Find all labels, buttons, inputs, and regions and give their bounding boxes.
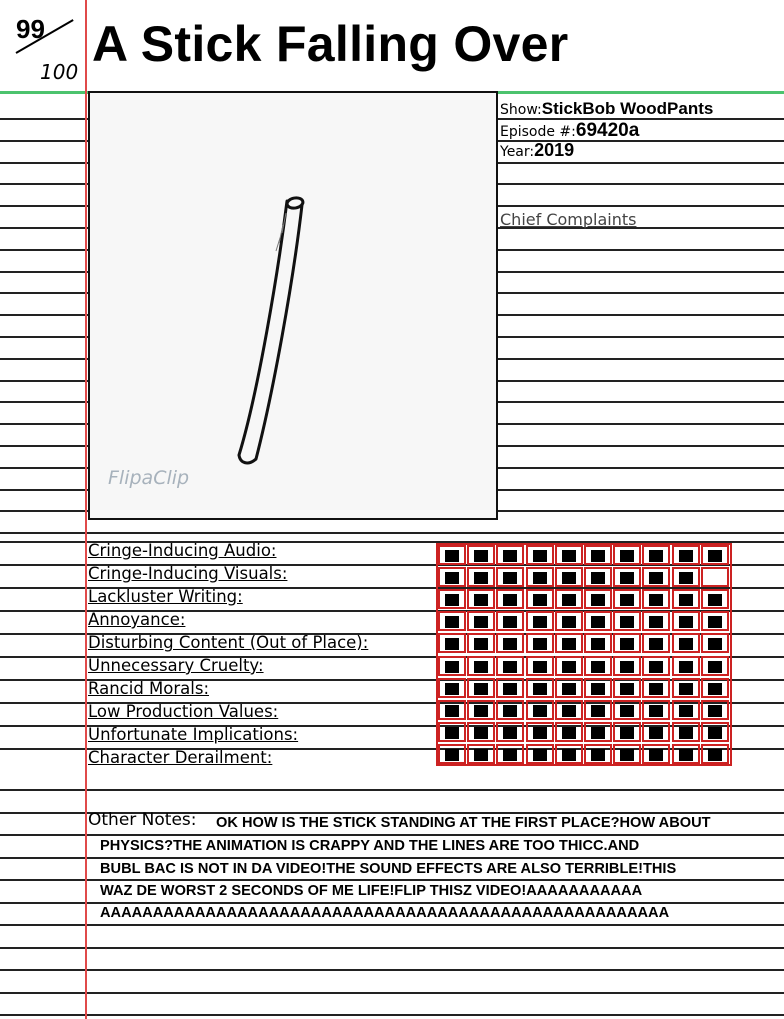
rating-cell	[467, 633, 495, 653]
rating-fill	[649, 749, 663, 761]
rating-fill	[649, 616, 663, 628]
ruled-line	[0, 532, 784, 534]
rating-cell	[672, 744, 700, 764]
rating-cell	[701, 700, 729, 720]
rating-fill	[533, 572, 547, 584]
rating-fill	[620, 550, 634, 562]
rating-fill	[620, 727, 634, 739]
rating-cell	[467, 567, 495, 587]
score	[6, 8, 86, 88]
rating-cell	[584, 567, 612, 587]
rating-fill	[708, 683, 722, 695]
notes-label: Other Notes:	[88, 810, 197, 830]
rating-fill	[503, 727, 517, 739]
chief-complaints-heading: Chief Complaints	[500, 210, 637, 229]
episode-label: Episode #:	[500, 124, 576, 140]
rating-fill	[533, 594, 547, 606]
rating-cell	[672, 722, 700, 742]
rating-cell	[555, 656, 583, 676]
rating-cell	[555, 545, 583, 565]
rating-cell	[555, 722, 583, 742]
rating-fill	[591, 727, 605, 739]
rating-fill	[649, 683, 663, 695]
rating-fill	[679, 572, 693, 584]
rating-cell	[467, 611, 495, 631]
rating-cell	[584, 722, 612, 742]
rating-cell	[642, 589, 670, 609]
rating-cell	[642, 611, 670, 631]
ruled-line	[0, 924, 784, 926]
rating-fill	[591, 616, 605, 628]
rating-cell	[496, 545, 524, 565]
rating-cell	[584, 700, 612, 720]
rating-fill	[620, 616, 634, 628]
rating-fill	[503, 550, 517, 562]
rating-cell	[642, 678, 670, 698]
rating-fill	[474, 572, 488, 584]
rating-cell	[526, 633, 554, 653]
rating-cell	[496, 589, 524, 609]
margin-line	[85, 0, 87, 1019]
rating-cell	[467, 744, 495, 764]
episode-value: 69420a	[575, 120, 640, 141]
rating-fill	[708, 638, 722, 650]
rating-fill	[591, 550, 605, 562]
rating-cell	[672, 678, 700, 698]
rating-cell	[438, 656, 466, 676]
ruled-line	[0, 1014, 784, 1016]
rating-cell	[613, 722, 641, 742]
rating-cell	[642, 656, 670, 676]
rating-cell	[642, 744, 670, 764]
rating-fill	[562, 705, 576, 717]
rating-cell	[526, 678, 554, 698]
stick-drawing	[90, 93, 496, 518]
rating-cell	[672, 700, 700, 720]
rating-fill	[503, 683, 517, 695]
rating-fill	[503, 749, 517, 761]
category-label: Rancid Morals:	[88, 679, 210, 698]
rating-fill	[562, 727, 576, 739]
ruled-line	[0, 789, 784, 791]
rating-fill	[562, 572, 576, 584]
rating-grid	[436, 543, 732, 766]
rating-cell	[555, 744, 583, 764]
rating-fill	[708, 749, 722, 761]
rating-fill	[708, 594, 722, 606]
rating-fill	[533, 749, 547, 761]
rating-cell	[467, 700, 495, 720]
rating-fill	[649, 572, 663, 584]
rating-cell	[526, 656, 554, 676]
rating-fill	[620, 705, 634, 717]
rating-cell	[438, 611, 466, 631]
rating-cell	[526, 722, 554, 742]
rating-fill	[474, 616, 488, 628]
rating-cell	[584, 589, 612, 609]
rating-fill	[679, 661, 693, 673]
rating-cell	[438, 744, 466, 764]
rating-fill	[620, 661, 634, 673]
rating-fill	[445, 705, 459, 717]
rating-fill	[474, 638, 488, 650]
rating-fill	[591, 572, 605, 584]
rating-cell	[467, 545, 495, 565]
rating-cell	[467, 678, 495, 698]
rating-cell	[613, 678, 641, 698]
rating-fill	[533, 683, 547, 695]
rating-fill	[533, 727, 547, 739]
rating-cell	[642, 567, 670, 587]
rating-fill	[591, 594, 605, 606]
rating-fill	[474, 661, 488, 673]
rating-cell	[496, 633, 524, 653]
rating-cell	[555, 700, 583, 720]
category-label: Unfortunate Implications:	[88, 725, 299, 744]
rating-fill	[620, 594, 634, 606]
rating-fill	[503, 616, 517, 628]
rating-fill	[533, 705, 547, 717]
rating-fill	[620, 572, 634, 584]
notes-line: PHYSICS?THE ANIMATION IS CRAPPY AND THE LINES ARE TOO THICC.AND	[100, 838, 640, 854]
category-label: Lackluster Writing:	[88, 587, 243, 606]
notes-line: AAAAAAAAAAAAAAAAAAAAAAAAAAAAAAAAAAAAAAAAAAAAAAAAAAAAAA	[100, 905, 670, 921]
category-label: Cringe-Inducing Visuals:	[88, 564, 288, 583]
category-label: Cringe-Inducing Audio:	[88, 541, 277, 560]
rating-fill	[474, 727, 488, 739]
rating-cell	[496, 567, 524, 587]
rating-fill	[679, 550, 693, 562]
rating-fill	[445, 638, 459, 650]
rating-cell	[526, 700, 554, 720]
rating-fill	[708, 661, 722, 673]
rating-fill	[445, 550, 459, 562]
rating-fill	[562, 616, 576, 628]
rating-cell	[642, 633, 670, 653]
rating-fill	[562, 661, 576, 673]
rating-fill	[620, 749, 634, 761]
rating-cell	[701, 656, 729, 676]
rating-fill	[649, 550, 663, 562]
rating-cell	[526, 744, 554, 764]
rating-cell	[496, 722, 524, 742]
rating-cell	[438, 589, 466, 609]
rating-fill	[474, 705, 488, 717]
rating-fill	[562, 594, 576, 606]
rating-cell	[438, 700, 466, 720]
rating-fill	[649, 594, 663, 606]
rating-cell	[496, 700, 524, 720]
rating-cell	[672, 545, 700, 565]
rating-fill	[649, 705, 663, 717]
rating-cell	[672, 611, 700, 631]
rating-fill	[591, 749, 605, 761]
rating-fill	[533, 550, 547, 562]
rating-fill	[445, 727, 459, 739]
ruled-line	[0, 969, 784, 971]
rating-cell	[555, 567, 583, 587]
rating-cell	[613, 656, 641, 676]
rating-fill	[591, 705, 605, 717]
rating-cell	[526, 545, 554, 565]
rating-fill	[649, 727, 663, 739]
rating-fill	[445, 572, 459, 584]
rating-fill	[679, 594, 693, 606]
rating-cell	[672, 567, 700, 587]
episode-image	[88, 91, 498, 520]
rating-cell	[526, 589, 554, 609]
rating-cell	[613, 744, 641, 764]
year-label: Year:	[500, 144, 535, 160]
rating-fill	[445, 661, 459, 673]
ruled-line	[0, 992, 784, 994]
rating-fill	[679, 749, 693, 761]
rating-fill	[679, 616, 693, 628]
rating-cell	[467, 656, 495, 676]
rating-fill	[591, 683, 605, 695]
rating-fill	[445, 749, 459, 761]
notes-line: WAZ DE WORST 2 SECONDS OF ME LIFE!FLIP THISZ VIDEO!AAAAAAAAAAA	[100, 883, 643, 899]
rating-fill	[533, 661, 547, 673]
rating-cell	[613, 567, 641, 587]
rating-fill	[562, 638, 576, 650]
rating-fill	[679, 683, 693, 695]
notes-line: BUBL BAC IS NOT IN DA VIDEO!THE SOUND EFFECTS ARE ALSO TERRIBLE!THIS	[100, 861, 677, 877]
category-label: Annoyance:	[88, 610, 186, 629]
rating-fill	[679, 638, 693, 650]
rating-cell	[584, 656, 612, 676]
rating-fill	[445, 594, 459, 606]
rating-cell	[496, 678, 524, 698]
rating-cell	[467, 722, 495, 742]
rating-cell	[613, 545, 641, 565]
notes-line: OK HOW IS THE STICK STANDING AT THE FIRST PLACE?HOW ABOUT	[216, 815, 711, 831]
rating-fill	[708, 572, 722, 584]
rating-cell	[496, 744, 524, 764]
rating-fill	[533, 638, 547, 650]
rating-cell	[701, 722, 729, 742]
rating-fill	[649, 661, 663, 673]
rating-cell	[701, 567, 729, 587]
rating-fill	[474, 683, 488, 695]
show-row	[500, 99, 713, 119]
category-label: Low Production Values:	[88, 702, 279, 721]
rating-fill	[620, 638, 634, 650]
rating-cell	[701, 633, 729, 653]
rating-cell	[584, 611, 612, 631]
rating-cell	[584, 678, 612, 698]
rating-cell	[438, 633, 466, 653]
rating-cell	[467, 589, 495, 609]
rating-fill	[503, 705, 517, 717]
flipaclip-watermark: FlipaClip	[108, 467, 190, 489]
rating-cell	[701, 589, 729, 609]
rating-fill	[708, 550, 722, 562]
rating-cell	[496, 656, 524, 676]
rating-fill	[503, 572, 517, 584]
rating-fill	[445, 683, 459, 695]
rating-fill	[562, 749, 576, 761]
rating-fill	[503, 594, 517, 606]
rating-cell	[555, 611, 583, 631]
rating-cell	[555, 589, 583, 609]
rating-fill	[533, 616, 547, 628]
category-label: Character Derailment:	[88, 748, 273, 767]
rating-cell	[642, 545, 670, 565]
rating-fill	[503, 638, 517, 650]
ruled-line	[0, 947, 784, 949]
rating-cell	[584, 633, 612, 653]
rating-fill	[445, 616, 459, 628]
rating-fill	[474, 749, 488, 761]
rating-fill	[649, 638, 663, 650]
rating-fill	[591, 661, 605, 673]
rating-fill	[474, 594, 488, 606]
page-title: A Stick Falling Over	[92, 16, 569, 72]
rating-cell	[584, 545, 612, 565]
score-total: 100	[40, 60, 79, 84]
category-label: Disturbing Content (Out of Place):	[88, 633, 369, 652]
score-earned: 99	[16, 14, 45, 44]
rating-cell	[672, 656, 700, 676]
category-label: Unnecessary Cruelty:	[88, 656, 264, 675]
rating-cell	[584, 744, 612, 764]
rating-cell	[701, 545, 729, 565]
rating-fill	[503, 661, 517, 673]
rating-cell	[438, 678, 466, 698]
rating-fill	[708, 705, 722, 717]
rating-fill	[620, 683, 634, 695]
rating-cell	[672, 589, 700, 609]
show-value: StickBob WoodPants	[541, 99, 714, 118]
rating-fill	[562, 683, 576, 695]
rating-fill	[679, 705, 693, 717]
rating-cell	[555, 678, 583, 698]
rating-cell	[701, 611, 729, 631]
rating-cell	[526, 611, 554, 631]
rating-fill	[562, 550, 576, 562]
rating-cell	[613, 611, 641, 631]
rating-cell	[701, 678, 729, 698]
rating-cell	[613, 700, 641, 720]
rating-cell	[526, 567, 554, 587]
rating-cell	[438, 567, 466, 587]
rating-cell	[642, 700, 670, 720]
year-row	[500, 140, 574, 161]
rating-fill	[591, 638, 605, 650]
rating-fill	[474, 550, 488, 562]
rating-fill	[708, 616, 722, 628]
year-value: 2019	[534, 140, 575, 160]
episode-row	[500, 120, 639, 142]
rating-cell	[555, 633, 583, 653]
rating-cell	[438, 545, 466, 565]
rating-cell	[642, 722, 670, 742]
rating-cell	[613, 633, 641, 653]
rating-cell	[496, 611, 524, 631]
rating-cell	[701, 744, 729, 764]
rating-fill	[708, 727, 722, 739]
rating-fill	[679, 727, 693, 739]
rating-cell	[613, 589, 641, 609]
rating-cell	[438, 722, 466, 742]
rating-cell	[672, 633, 700, 653]
show-label: Show:	[500, 102, 542, 118]
